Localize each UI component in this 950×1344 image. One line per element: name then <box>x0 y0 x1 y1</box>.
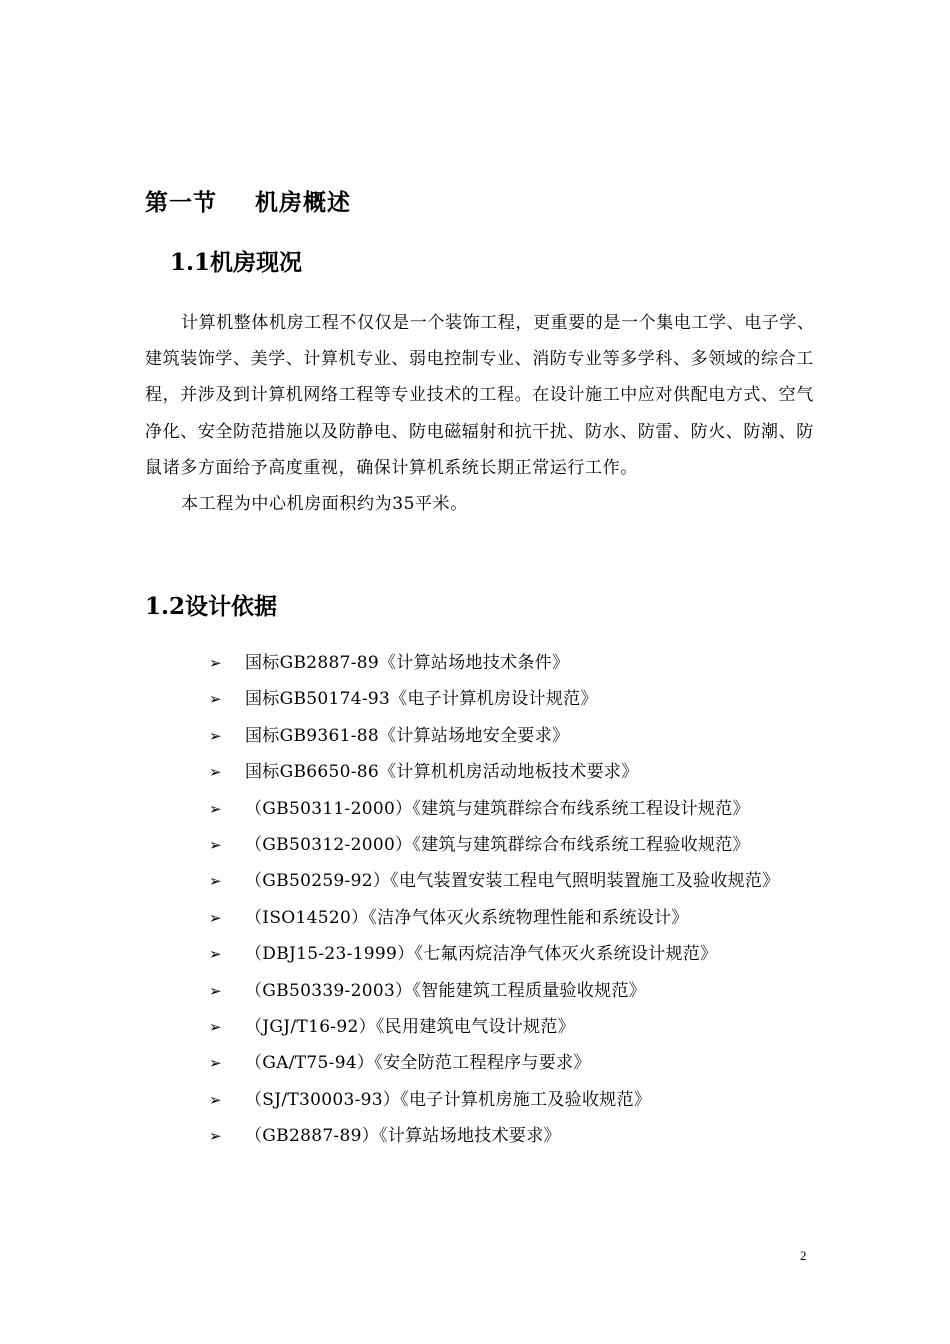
arrow-bullet-icon: ➢ <box>209 1090 222 1109</box>
arrow-bullet-icon: ➢ <box>209 1018 222 1037</box>
arrow-bullet-icon: ➢ <box>209 654 222 672</box>
arrow-bullet-icon: ➢ <box>209 1054 222 1073</box>
reference-item <box>205 754 825 790</box>
reference-item <box>205 1009 825 1045</box>
reference-text: （SJ/T30003-93）《电子计算机房施工及验收规范》 <box>245 1089 652 1110</box>
reference-item <box>205 718 825 754</box>
reference-text: （GB50259-92）《电气装置安装工程电气照明装置施工及验收规范》 <box>245 871 780 892</box>
paragraph-area: 本工程为中心机房面积约为35平米。 <box>181 494 468 515</box>
reference-item <box>205 973 825 1009</box>
reference-text: 国标GB50174-93《电子计算机房设计规范》 <box>245 689 598 710</box>
reference-text: （GB50312-2000）《建筑与建筑群综合布线系统工程验收规范》 <box>245 835 750 856</box>
paragraph-overview: 计算机整体机房工程不仅仅是一个装饰工程，更重要的是一个集电工学、电子学、建筑装饰学、美学、计算机专业、弱电控制专业、消防专业等多学科、多领域的综合工程，并涉及到计算机网络工程等专业技术的工程。在设计施工中应对供配电方式、空气净化、安全防范措施以及防静电、防电磁辐射和抗干扰、防水、防雷、防火、防潮、防鼠诸多方面给予高度重视，确保计算机系统长期正常运行工作。 <box>145 313 815 478</box>
reference-item <box>205 863 825 899</box>
reference-item <box>205 645 825 681</box>
heading-design-basis: 1.2设计依据 <box>145 593 278 620</box>
reference-item <box>205 936 825 972</box>
reference-item <box>205 827 825 863</box>
heading-current-status: 1.1机房现况 <box>170 249 303 276</box>
body-text <box>145 305 815 522</box>
reference-text: （GB50339-2003）《智能建筑工程质量验收规范》 <box>245 980 647 1001</box>
reference-text: 国标GB2887-89《计算站场地技术条件》 <box>245 653 570 673</box>
arrow-bullet-icon: ➢ <box>209 1127 222 1146</box>
reference-item <box>205 681 825 717</box>
reference-item <box>205 1118 825 1154</box>
reference-item <box>205 791 825 827</box>
reference-text: （GB50311-2000）《建筑与建筑群综合布线系统工程设计规范》 <box>245 798 750 819</box>
section-number: 第一节 <box>145 189 217 216</box>
reference-text: （ISO14520）《洁净气体灭火系统物理性能和系统设计》 <box>245 907 689 928</box>
arrow-bullet-icon: ➢ <box>209 872 222 891</box>
reference-text: 国标GB9361-88《计算站场地安全要求》 <box>245 725 570 746</box>
arrow-bullet-icon: ➢ <box>209 836 222 855</box>
reference-item <box>205 1082 825 1118</box>
reference-list <box>205 645 825 1155</box>
arrow-bullet-icon: ➢ <box>209 726 222 745</box>
reference-text: （DBJ15-23-1999）《七氟丙烷洁净气体灭火系统设计规范》 <box>245 944 718 965</box>
arrow-bullet-icon: ➢ <box>209 763 222 782</box>
reference-text: 国标GB6650-86《计算机机房活动地板技术要求》 <box>245 762 639 783</box>
arrow-bullet-icon: ➢ <box>209 799 222 818</box>
arrow-bullet-icon: ➢ <box>209 945 222 964</box>
section-name: 机房概述 <box>255 189 351 216</box>
reference-text: （GA/T75-94）《安全防范工程程序与要求》 <box>245 1053 591 1074</box>
arrow-bullet-icon: ➢ <box>209 981 222 1000</box>
arrow-bullet-icon: ➢ <box>209 908 222 927</box>
section-title <box>145 184 351 217</box>
reference-item <box>205 1045 825 1081</box>
arrow-bullet-icon: ➢ <box>209 690 222 709</box>
page-number: 2 <box>800 1248 807 1263</box>
reference-item <box>205 900 825 936</box>
reference-text: （JGJ/T16-92）《民用建筑电气设计规范》 <box>245 1017 575 1038</box>
reference-text: （GB2887-89）《计算站场地技术要求》 <box>245 1126 561 1147</box>
